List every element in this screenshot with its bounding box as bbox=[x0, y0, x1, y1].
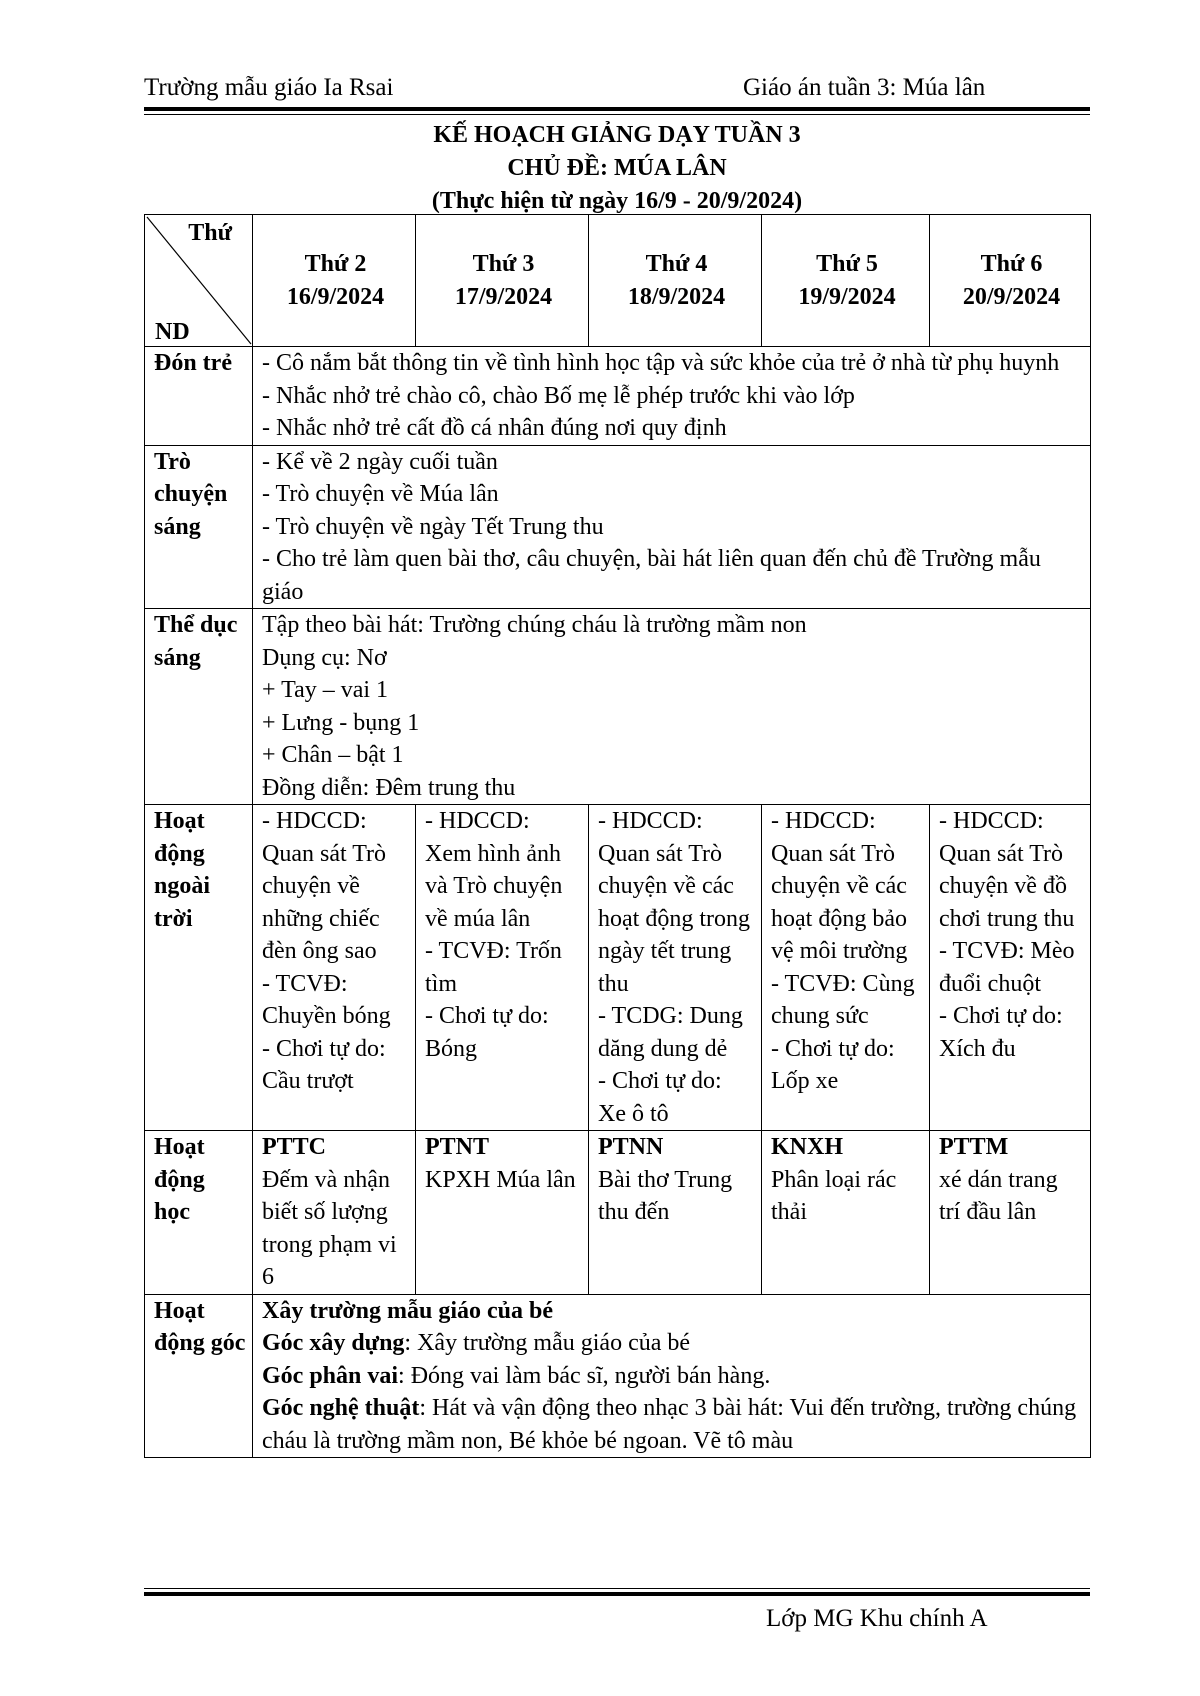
row-goc bbox=[145, 1294, 1091, 1458]
day-header: Thứ 5 19/9/2024 bbox=[762, 215, 930, 347]
corner-top-label: Thứ bbox=[188, 220, 232, 246]
day-cell: PTTC Đếm và nhận biết số lượng trong phạm vi 6 bbox=[253, 1131, 416, 1295]
day-cell: - HDCCD: Quan sát Trò chuyện về đồ chơi trung thu - TCVĐ: Mèo đuổi chuột - Chơi tự do: Xích đu bbox=[930, 805, 1091, 1131]
row-label: Hoạt động góc bbox=[145, 1294, 253, 1458]
day-cell: - HDCCD: Quan sát Trò chuyện về những chiếc đèn ông sao - TCVĐ: Chuyền bóng - Chơi tự do: Cầu trượt bbox=[253, 805, 416, 1131]
row-label: Thể dục sáng bbox=[145, 609, 253, 805]
title-block bbox=[144, 119, 1090, 218]
header-rule-thin bbox=[144, 114, 1090, 115]
header-lesson: Giáo án tuần 3: Múa lân bbox=[743, 74, 986, 101]
day-cell: KNXH Phân loại rác thải bbox=[762, 1131, 930, 1295]
weekly-plan-table bbox=[144, 214, 1091, 1458]
corner-bottom-label: ND bbox=[155, 318, 190, 345]
topic-title: CHỦ ĐỀ: MÚA LÂN bbox=[507, 155, 727, 181]
row-content: Xây trường mẫu giáo của bé Góc xây dựng: Xây trường mẫu giáo của bé Góc phân vai: Đóng vai làm bác sĩ, người bán hàng. Góc nghệ thuật: Hát và vận động theo nhạc 3 bài hát: Vui đến trường, trường chúng cháu là trường mầm non, Bé khỏe bé ngoan. Vẽ tô màu bbox=[253, 1294, 1091, 1458]
day-header: Thứ 3 17/9/2024 bbox=[416, 215, 589, 347]
day-cell: - HDCCD: Quan sát Trò chuyện về các hoạt động trong ngày tết trung thu - TCDG: Dung dăng dung dẻ - Chơi tự do: Xe ô tô bbox=[589, 805, 762, 1131]
row-label: Hoạt động ngoài trời bbox=[145, 805, 253, 1131]
header-school: Trường mẫu giáo Ia Rsai bbox=[144, 74, 394, 101]
row-ngoai-troi bbox=[145, 805, 1091, 1131]
day-cell: - HDCCD: Xem hình ảnh và Trò chuyện về múa lân - TCVĐ: Trốn tìm - Chơi tự do: Bóng bbox=[416, 805, 589, 1131]
main-title: KẾ HOẠCH GIẢNG DẠY TUẦN 3 bbox=[433, 122, 801, 148]
header-rule-thick bbox=[144, 107, 1090, 111]
footer-rule-thin bbox=[144, 1588, 1090, 1589]
row-content: - Kể về 2 ngày cuối tuần - Trò chuyện về Múa lân - Trò chuyện về ngày Tết Trung thu - Cho trẻ làm quen bài thơ, câu chuyện, bài hát liên quan đến chủ đề Trường mẫu giáo bbox=[253, 445, 1091, 609]
row-content: Tập theo bài hát: Trường chúng cháu là trường mầm non Dụng cụ: Nơ + Tay – vai 1 + Lưng - bụng 1 + Chân – bật 1 Đồng diễn: Đêm trung thu bbox=[253, 609, 1091, 805]
row-content: - Cô nắm bắt thông tin về tình hình học tập và sức khỏe của trẻ ở nhà từ phụ huynh - Nhắc nhở trẻ chào cô, chào Bố mẹ lễ phép trước khi vào lớp - Nhắc nhở trẻ cất đồ cá nhân đúng nơi quy định bbox=[253, 347, 1091, 446]
footer-rule-thick bbox=[144, 1592, 1090, 1596]
corner-cell bbox=[145, 215, 253, 347]
table-header-row bbox=[145, 215, 1091, 347]
day-header: Thứ 6 20/9/2024 bbox=[930, 215, 1091, 347]
row-label: Đón trẻ bbox=[145, 347, 253, 446]
row-label: Trò chuyện sáng bbox=[145, 445, 253, 609]
day-cell: PTNT KPXH Múa lân bbox=[416, 1131, 589, 1295]
day-header: Thứ 2 16/9/2024 bbox=[253, 215, 416, 347]
day-cell: - HDCCD: Quan sát Trò chuyện về các hoạt động bảo vệ môi trường - TCVĐ: Cùng chung sức - Chơi tự do: Lốp xe bbox=[762, 805, 930, 1131]
period-title: (Thực hiện từ ngày 16/9 - 20/9/2024) bbox=[431, 188, 803, 214]
day-header: Thứ 4 18/9/2024 bbox=[589, 215, 762, 347]
day-cell: PTTM xé dán trang trí đầu lân bbox=[930, 1131, 1091, 1295]
row-label: Hoạt động học bbox=[145, 1131, 253, 1295]
row-hoc bbox=[145, 1131, 1091, 1295]
day-cell: PTNN Bài thơ Trung thu đến bbox=[589, 1131, 762, 1295]
row-don-tre bbox=[145, 347, 1091, 446]
footer-class-name: Lớp MG Khu chính A bbox=[766, 1605, 988, 1632]
row-tro-chuyen bbox=[145, 445, 1091, 609]
row-the-duc bbox=[145, 609, 1091, 805]
